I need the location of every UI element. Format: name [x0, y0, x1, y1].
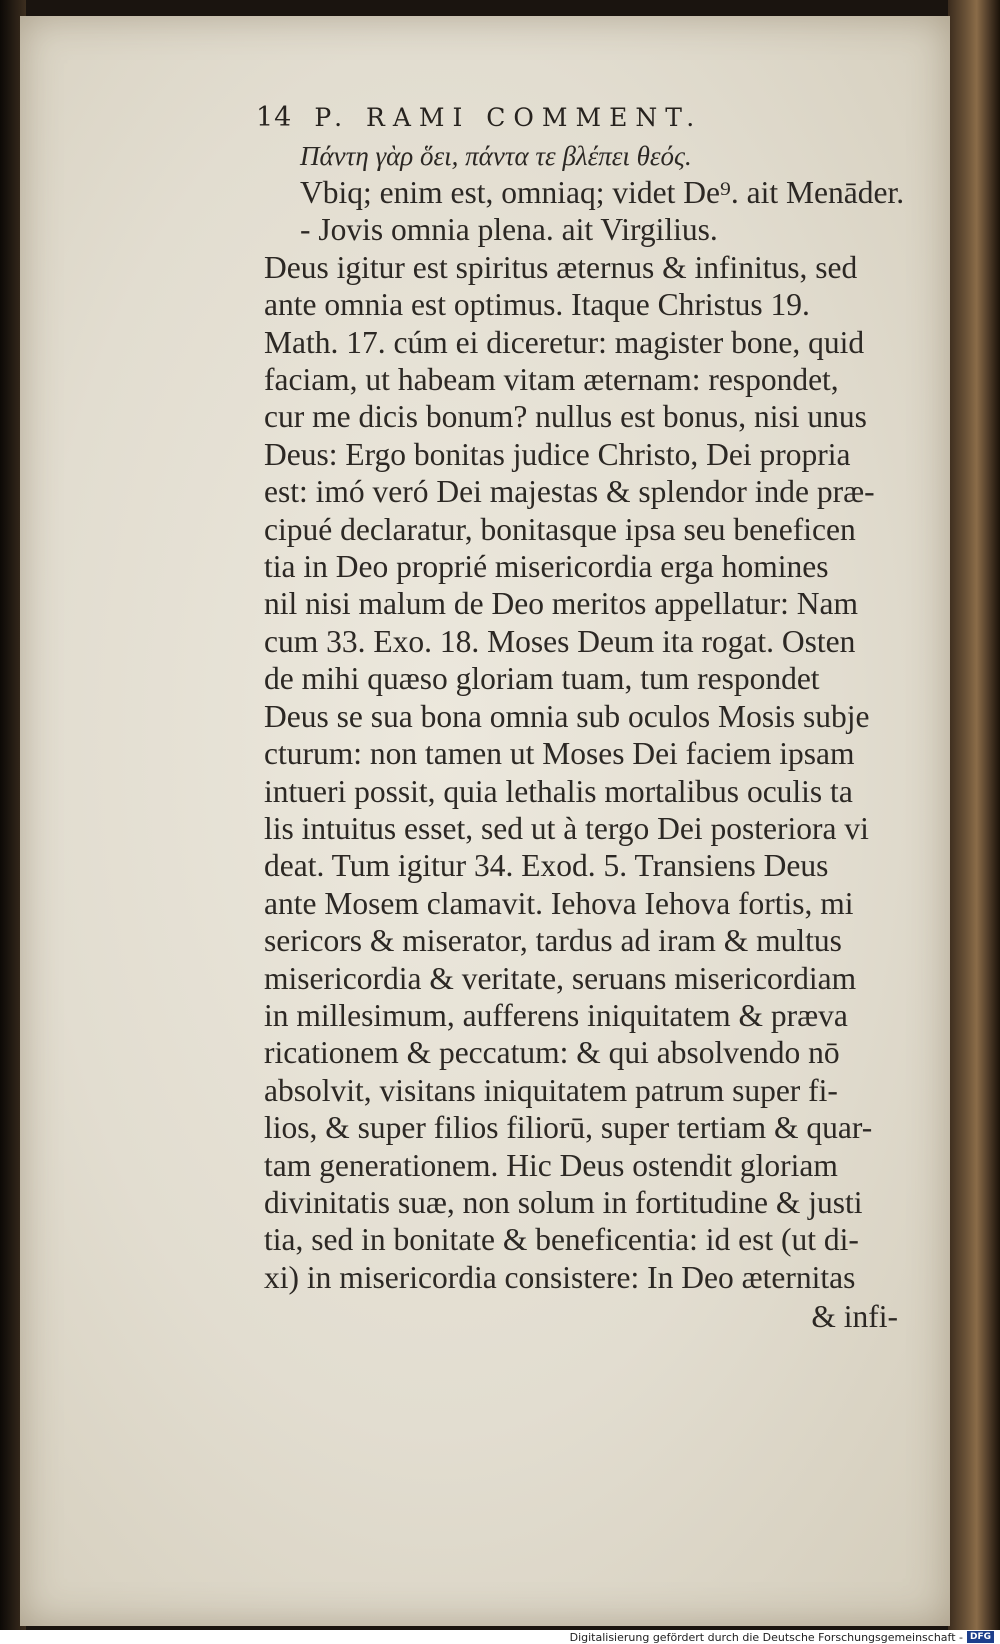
- text-line: Deus igitur est spiritus æternus & infinitus, sed: [264, 249, 858, 285]
- menander-quote-line: Vbiq; enim est, omniaq; videt De⁹. ait Menāder.: [300, 175, 905, 210]
- text-line: cum 33. Exo. 18. Moses Deum ita rogat. Osten: [264, 623, 856, 659]
- running-title: P. RAMI COMMENT.: [314, 103, 703, 132]
- text-line: sericors & miserator, tardus ad iram & multus: [264, 923, 842, 959]
- text-line: deat. Tum igitur 34. Exod. 5. Transiens Deus: [264, 848, 829, 884]
- text-line: Deus se sua bona omnia sub oculos Mosis subje: [264, 698, 870, 734]
- text-line: de mihi quæso gloriam tuam, tum respondet: [264, 661, 820, 697]
- page-text: [256, 102, 905, 1336]
- text-line: lios, & super filios filiorū, super tertiam & quar-: [264, 1110, 873, 1146]
- text-line: Math. 17. cúm ei diceretur: magister bone, quid: [264, 324, 865, 360]
- text-line: cturum: non tamen ut Moses Dei faciem ipsam: [264, 736, 855, 772]
- text-line: tam generationem. Hic Deus ostendit gloriam: [264, 1147, 838, 1183]
- text-line: misericordia & veritate, seruans misericordiam: [264, 960, 857, 996]
- text-line: ricationem & peccatum: & qui absolvendo nō: [264, 1035, 840, 1071]
- book-binding-right: [948, 0, 1000, 1630]
- text-line: est: imó veró Dei majestas & splendor inde præ-: [264, 474, 875, 510]
- text-line: ante Mosem clamavit. Iehova Iehova fortis, mi: [264, 885, 854, 921]
- text-line: lis intuitus esset, sed ut à tergo Dei posteriora vi: [264, 810, 869, 846]
- greek-quote-line: Πάντη γὰρ ὅει, πάντα τε βλέπει θεός.: [300, 141, 692, 171]
- text-line: tia in Deo proprié misericordia erga homines: [264, 549, 829, 585]
- catchword: & infi-: [811, 1299, 898, 1335]
- text-line: in millesimum, aufferens iniquitatem & præva: [264, 997, 848, 1033]
- text-line: tia, sed in bonitate & beneficentia: id est (ut di-: [264, 1222, 859, 1258]
- virgil-quote-line: - Jovis omnia plena. ait Virgilius.: [300, 212, 718, 248]
- digitization-credit-bar: [0, 1630, 1000, 1644]
- text-line: xi) in misericordia consistere: In Deo æternitas: [264, 1259, 856, 1295]
- text-line: ante omnia est optimus. Itaque Christus 19.: [264, 287, 810, 323]
- digitization-credit: Digitalisierung gefördert durch die Deutsche Forschungsgemeinschaft -: [569, 1630, 963, 1644]
- text-line: intueri possit, quia lethalis mortalibus oculis ta: [264, 773, 853, 809]
- text-line: absolvit, visitans iniquitatem patrum super fi-: [264, 1072, 838, 1108]
- text-line: faciam, ut habeam vitam æternam: respondet,: [264, 362, 839, 398]
- page-number: 14: [256, 102, 293, 133]
- dfg-logo: DFG: [967, 1631, 994, 1643]
- text-line: divinitatis suæ, non solum in fortitudine & justi: [264, 1184, 863, 1220]
- text-line: cur me dicis bonum? nullus est bonus, nisi unus: [264, 399, 867, 435]
- text-line: nil nisi malum de Deo meritos appellatur: Nam: [264, 586, 858, 622]
- text-line: Deus: Ergo bonitas judice Christo, Dei propria: [264, 436, 851, 472]
- text-line: cipué declaratur, bonitasque ipsa seu beneficen: [264, 511, 856, 547]
- running-header: [256, 102, 904, 138]
